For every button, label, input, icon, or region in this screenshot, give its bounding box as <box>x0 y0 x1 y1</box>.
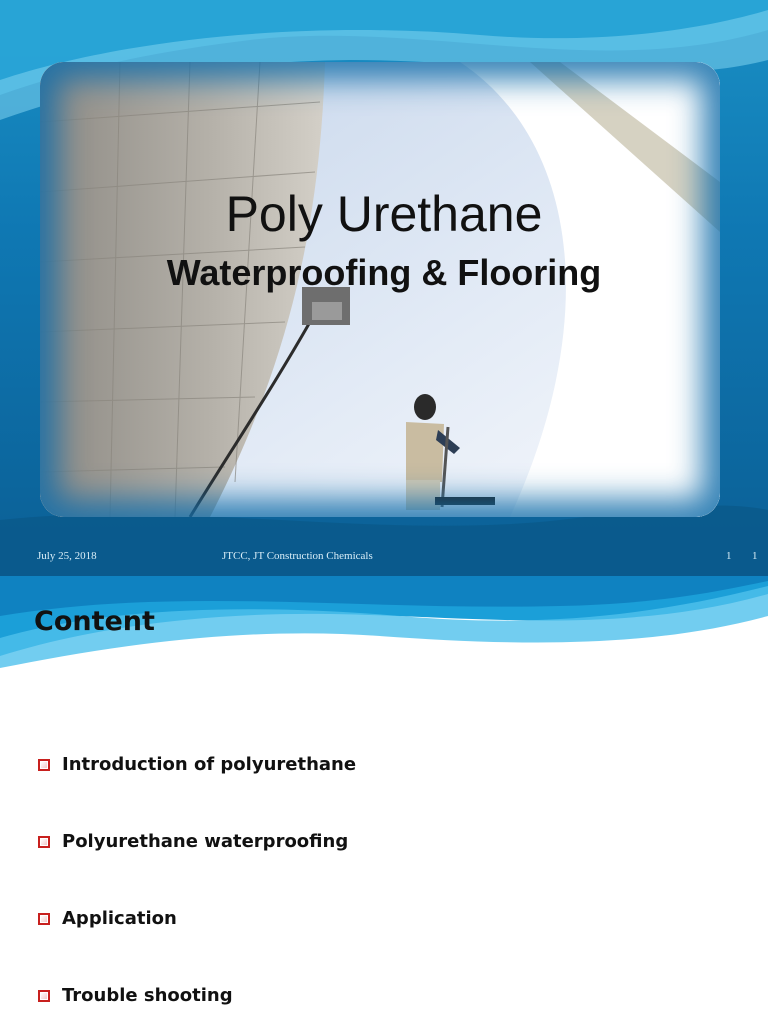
checkbox-bullet-icon <box>38 913 50 925</box>
content-heading: Content <box>34 606 155 637</box>
list-item <box>38 803 356 880</box>
list-item-label: Polyurethane waterproofing <box>62 831 349 852</box>
list-item-label: Application <box>62 908 177 929</box>
checkbox-bullet-icon <box>38 836 50 848</box>
list-item <box>38 880 356 957</box>
footer-page-number: 1 <box>726 550 732 562</box>
list-item-label: Introduction of polyurethane <box>62 754 357 775</box>
footer-date: July 25, 2018 <box>37 550 97 562</box>
footer-slide-number: 1 <box>752 550 758 562</box>
checkbox-bullet-icon <box>38 759 50 771</box>
footer-organization: JTCC, JT Construction Chemicals <box>222 550 373 562</box>
slide-title: Poly Urethane <box>225 186 543 242</box>
content-slide <box>0 576 768 1024</box>
content-list <box>38 726 356 1024</box>
list-item <box>38 726 356 803</box>
slide-subtitle: Waterproofing & Flooring <box>166 252 602 293</box>
list-item <box>38 957 356 1024</box>
checkbox-bullet-icon <box>38 990 50 1002</box>
list-item-label: Trouble shooting <box>62 985 233 1006</box>
